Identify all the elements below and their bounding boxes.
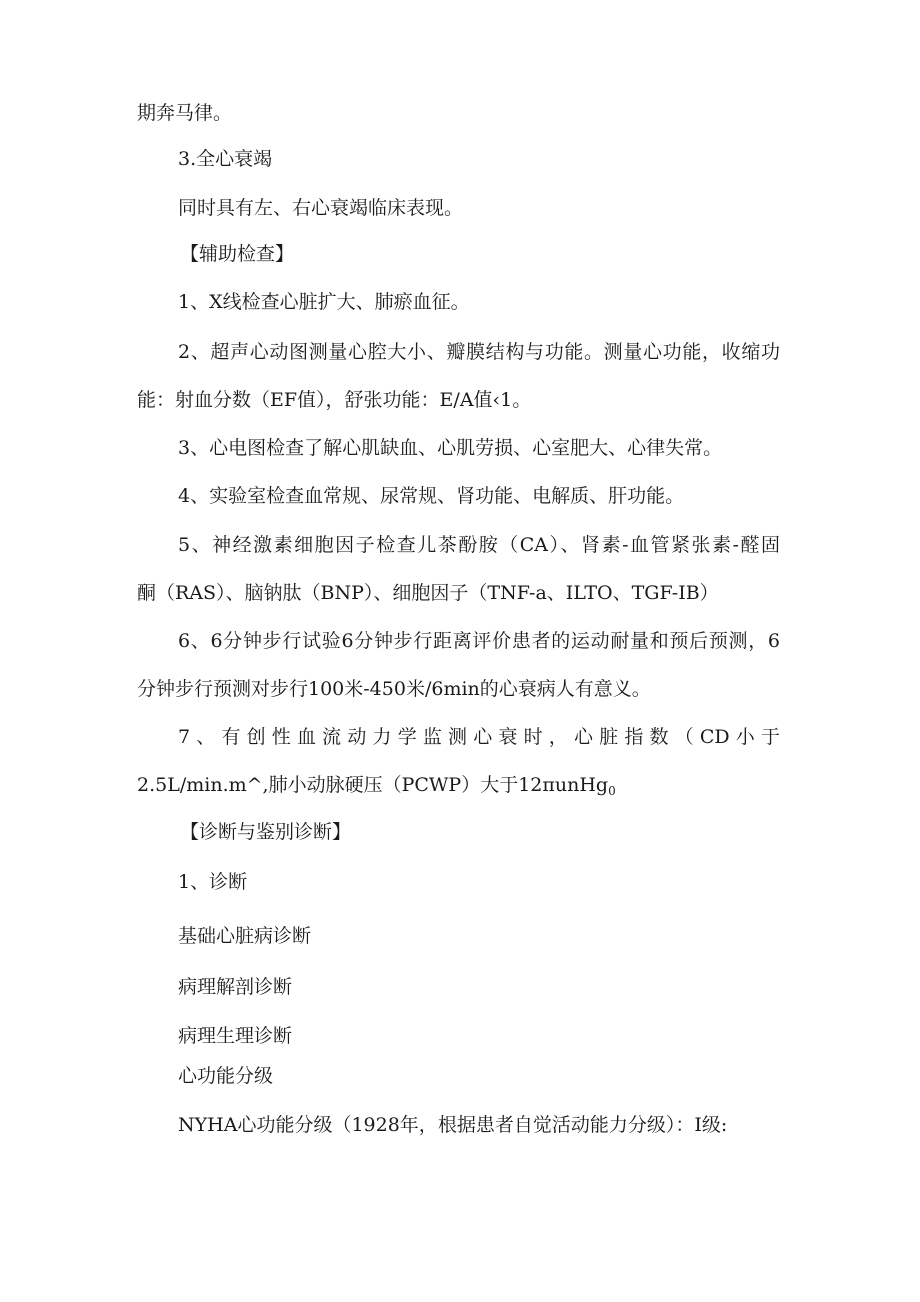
list-item: 3、心电图检查了解心肌缺血、心肌劳损、心室肥大、心律失常。 xyxy=(178,437,723,459)
list-item: 4、实验室检查血常规、尿常规、肾功能、电解质、肝功能。 xyxy=(178,485,685,507)
list-item: 5、神经激素细胞因子检查儿茶酚胺（CA）、肾素-血管紧张素-醛固 xyxy=(178,534,780,556)
paragraph-line: 病理生理诊断 xyxy=(178,1025,293,1047)
section-heading: 【诊断与鉴别诊断】 xyxy=(180,821,352,843)
subscript-text: 0 xyxy=(608,784,616,798)
list-item: 6、6分钟步行试验6分钟步行距离评价患者的运动耐量和预后预测，6 xyxy=(178,630,780,652)
list-item: 7、有创性血流动力学监测心衰时，心脏指数（CD小于 xyxy=(178,726,780,748)
paragraph-line: 期奔马律。 xyxy=(137,102,233,124)
paragraph-line: 同时具有左、右心衰竭临床表现。 xyxy=(178,197,464,219)
paragraph-line: 基础心脏病诊断 xyxy=(178,925,312,947)
section-heading: 3.全心衰竭 xyxy=(178,148,273,170)
paragraph-line: 分钟步行预测对步行100米-450米/6min的心衰病人有意义。 xyxy=(137,678,651,700)
list-item: 1、诊断 xyxy=(178,871,248,893)
paragraph-line xyxy=(137,776,616,797)
paragraph-line: 能：射血分数（EF值），舒张功能：E/A值‹1。 xyxy=(137,389,532,411)
section-heading: 【辅助检查】 xyxy=(180,243,295,265)
paragraph-line: 酮（RAS）、脑钠肽（BNP）、细胞因子（TNF-a、ILTO、TGF-IB） xyxy=(137,582,719,604)
formula-text: 2.5L/min.m^,肺小动脉硬压（PCWP）大于12πunHg xyxy=(137,774,609,796)
paragraph-line: 病理解剖诊断 xyxy=(178,976,293,998)
list-item: 2、超声心动图测量心腔大小、瓣膜结构与功能。测量心功能，收缩功 xyxy=(178,341,780,363)
paragraph-line: NYHA心功能分级（1928年，根据患者自觉活动能力分级）：I级: xyxy=(178,1114,728,1136)
list-item: 1、X线检查心脏扩大、肺瘀血征。 xyxy=(178,291,470,313)
paragraph-line: 心功能分级 xyxy=(178,1065,274,1087)
